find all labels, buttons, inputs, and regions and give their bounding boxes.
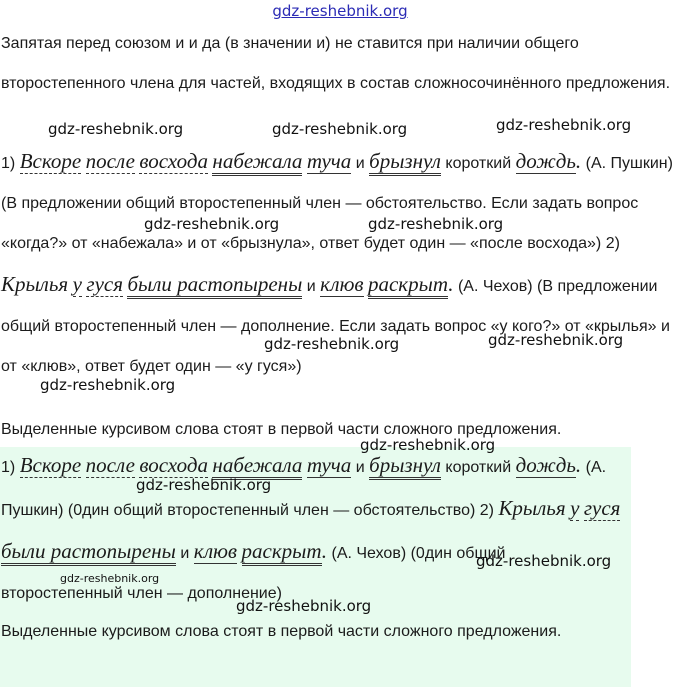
ans1-conjunction: и — [355, 459, 365, 476]
ex1-predicate-2: брызнул — [369, 149, 441, 176]
rule-text: Запятая перед союзом и и да (в значении и) не ставится при наличии общего второстепенного члена для частей, входящих в состав сложносочинённого предложения. — [1, 35, 671, 92]
answer-note-text: Выделенные курсивом слова стоят в первой части сложного предложения. — [1, 623, 562, 640]
watermark: gdz-reshebnik.org — [476, 552, 612, 570]
ex1-word-posle: после — [85, 149, 135, 173]
watermark: gdz-reshebnik.org — [488, 331, 624, 349]
ans1-subject-1: туча — [306, 453, 352, 477]
ex1-word-voskhoda: восхода — [139, 149, 208, 173]
example-1-number: 1) — [1, 155, 16, 172]
watermark: gdz-reshebnik.org — [40, 376, 176, 394]
ex2-explanation: (А. Чехов) (В предложении общий второстепенный член — дополнение. Если задать вопрос «у кого?» от «крылья» и от «клюв», ответ будет один — «у гуся») — [1, 278, 670, 375]
note-text: Выделенные курсивом слова стоят в первой части сложного предложения. — [1, 421, 562, 438]
answer-paragraph — [1, 445, 626, 614]
ex2-predicate-1: были растопырены — [127, 272, 302, 299]
watermark: gdz-reshebnik.org — [60, 572, 160, 585]
ans1-word-voskhoda: восхода — [139, 453, 208, 477]
ans1-subject-2: дождь — [515, 453, 576, 477]
site-link[interactable]: gdz-reshebnik.org — [272, 2, 408, 20]
ex1-word-vskore: Вскоре — [19, 149, 82, 173]
ans2-explanation: (А. Чехов) (0дин общий второстепенный член — дополнение) — [1, 545, 506, 602]
ex2-subject-2: клюв — [320, 272, 364, 296]
ex2-word-gusya: гуся — [86, 272, 123, 296]
ex1-conjunction: и — [355, 155, 365, 172]
ans1-word-korotkiy: короткий — [445, 459, 512, 476]
ans1-period: . — [575, 453, 582, 477]
watermark: gdz-reshebnik.org — [236, 597, 372, 615]
watermark: gdz-reshebnik.org — [496, 116, 632, 134]
answer-1-number: 1) — [1, 459, 16, 476]
ex1-explanation: (А. Пушкин) (В предложении общий второстепенный член — обстоятельство. Если задать вопрос «когда?» от «набежала» и от «брызнула», ответ будет один — «после восхода») — [1, 155, 673, 252]
ans1-word-vskore: Вскоре — [19, 453, 82, 477]
watermark: gdz-reshebnik.org — [264, 335, 400, 353]
ans1-word-posle: после — [85, 453, 135, 477]
ans2-period: . — [321, 539, 328, 563]
ex2-period: . — [448, 272, 454, 296]
ex1-subject-2: дождь — [515, 149, 576, 173]
ans1-explanation: (А. Пушкин) (0дин общий второстепенный член — обстоятельство) 2) — [1, 459, 607, 519]
ans2-subject-2: клюв — [193, 539, 238, 563]
watermark: gdz-reshebnik.org — [272, 120, 408, 138]
watermark: gdz-reshebnik.org — [368, 215, 504, 233]
ex2-conjunction: и — [306, 278, 316, 295]
ans2-word-krylya: Крылья — [498, 496, 566, 520]
ans2-predicate-1: были растопырены — [1, 539, 176, 566]
ans2-predicate-2: раскрыт — [242, 539, 322, 566]
ex1-period: . — [575, 149, 582, 173]
watermark: gdz-reshebnik.org — [360, 436, 496, 454]
ans2-word-u: у — [570, 496, 580, 520]
ans1-predicate-2: брызнул — [369, 453, 441, 480]
ex1-predicate-1: набежала — [212, 149, 302, 176]
ans2-word-gusya: гуся — [583, 496, 621, 520]
ex2-word-u: у — [72, 272, 82, 296]
watermark: gdz-reshebnik.org — [136, 476, 272, 494]
ex2-word-krylya: Крылья — [1, 272, 69, 296]
ex1-subject-1: туча — [306, 149, 352, 173]
ex2-predicate-2: раскрыт — [368, 272, 448, 299]
ex1-word-korotkiy: короткий — [445, 155, 512, 172]
ans1-predicate-1: набежала — [212, 453, 302, 480]
example-2-number: 2) — [605, 235, 620, 252]
watermark: gdz-reshebnik.org — [48, 120, 184, 138]
watermark: gdz-reshebnik.org — [144, 215, 280, 233]
ans2-conjunction: и — [180, 545, 190, 562]
